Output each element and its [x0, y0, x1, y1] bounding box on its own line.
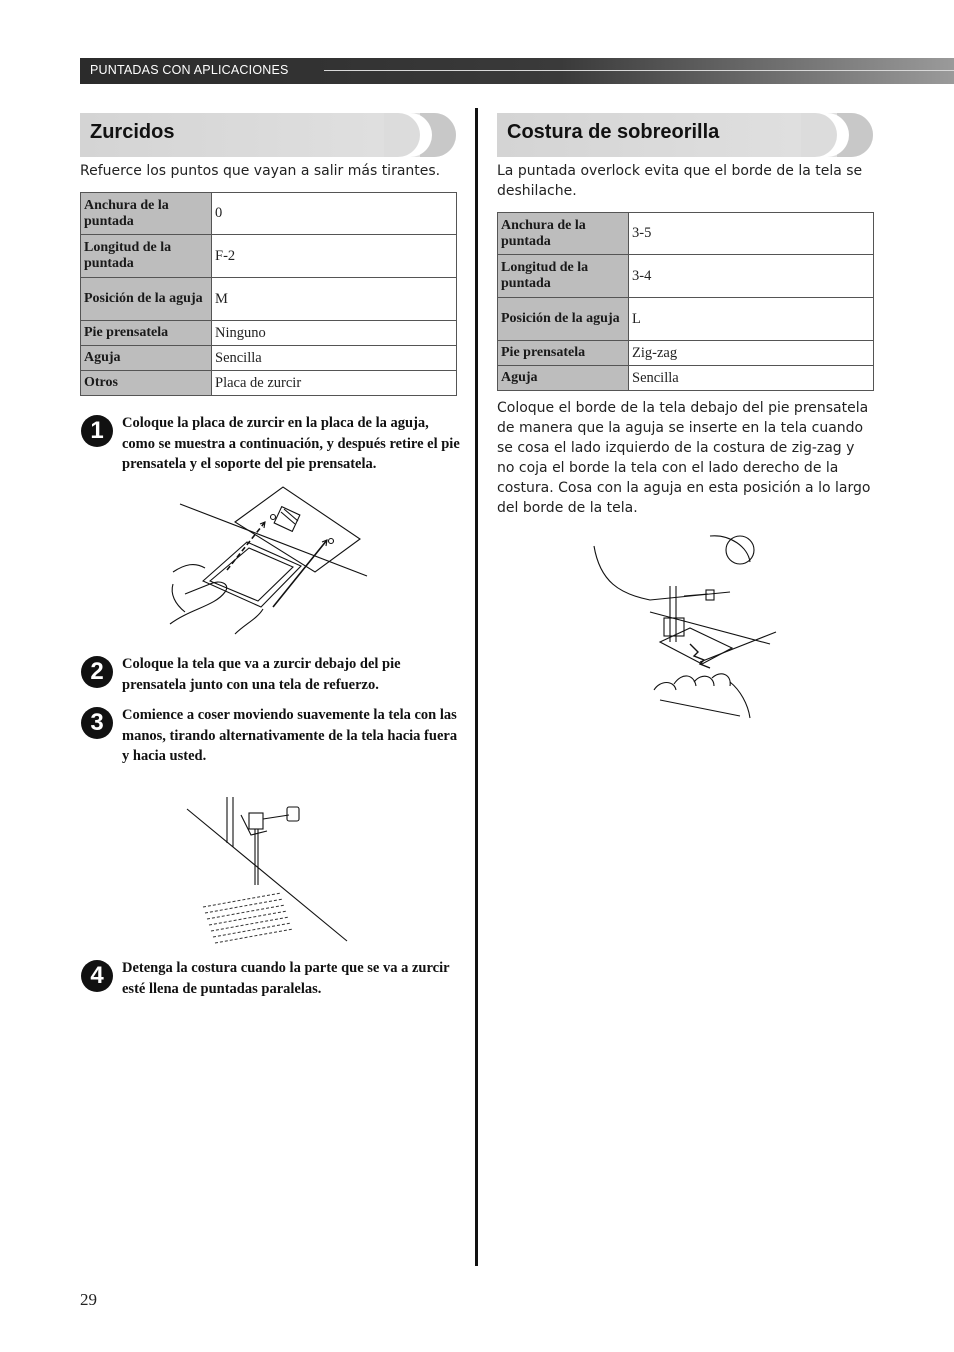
table-label: Pie prensatela [81, 321, 212, 346]
table-label: Longitud de la puntada [498, 255, 629, 298]
step-number: 3 [81, 707, 113, 739]
step-number: 2 [81, 656, 113, 688]
table-row [81, 193, 457, 235]
table-value: Sencilla [212, 346, 457, 371]
table-label: Aguja [498, 366, 629, 391]
table-row [498, 298, 874, 341]
table-label: Otros [81, 371, 212, 396]
table-value: Zig-zag [629, 341, 874, 366]
table-row [498, 366, 874, 391]
header-rule [324, 70, 954, 71]
intro-text: Refuerce los puntos que vayan a salir más tirantes. [80, 163, 441, 179]
table-label: Anchura de la puntada [498, 213, 629, 255]
table-label: Pie prensatela [498, 341, 629, 366]
table-label: Aguja [81, 346, 212, 371]
table-row [81, 321, 457, 346]
table-row [81, 278, 457, 321]
step-text: Detenga la costura cuando la parte que se va a zurcir esté llena de puntadas paralelas. [122, 960, 450, 997]
running-header [80, 58, 954, 84]
section-title: Zurcidos [90, 121, 175, 143]
table-row [498, 341, 874, 366]
column-divider [475, 108, 478, 1266]
running-header-title: PUNTADAS CON APLICACIONES [90, 63, 289, 77]
table-value: 3-4 [629, 255, 874, 298]
settings-table-sobreorilla [497, 212, 874, 391]
table-value: Ninguno [212, 321, 457, 346]
step-number: 1 [81, 415, 113, 447]
table-row [81, 371, 457, 396]
table-label: Posición de la aguja [498, 298, 629, 341]
intro-text: La puntada overlock evita que el borde de la tela se deshilache. [497, 163, 863, 199]
table-label: Anchura de la puntada [81, 193, 212, 235]
table-value: Placa de zurcir [212, 371, 457, 396]
table-value: Sencilla [629, 366, 874, 391]
table-value: 3-5 [629, 213, 874, 255]
settings-table-zurcidos [80, 192, 457, 396]
table-row [81, 235, 457, 278]
section-heading-sobreorilla [497, 113, 873, 157]
table-row [81, 346, 457, 371]
table-label: Longitud de la puntada [81, 235, 212, 278]
darning-plate-illustration [165, 484, 370, 642]
table-row [498, 213, 874, 255]
step-text: Comience a coser moviendo suavemente la tela con las manos, tirando alternativamente de la tela hacia fuera y hacia usted. [122, 707, 458, 764]
table-value: M [212, 278, 457, 321]
overlock-illustration [590, 532, 780, 722]
darning-stitch-illustration [185, 795, 353, 945]
step-text: Coloque la tela que va a zurcir debajo del pie prensatela junto con una tela de refuerzo. [122, 656, 401, 693]
table-value: 0 [212, 193, 457, 235]
table-value: F-2 [212, 235, 457, 278]
table-label: Posición de la aguja [81, 278, 212, 321]
step-text: Coloque la placa de zurcir en la placa de la aguja, como se muestra a continuación, y después retire el pie prensatela y el soporte del pie prensatela. [122, 415, 460, 472]
section-title: Costura de sobreorilla [507, 121, 720, 143]
table-row [498, 255, 874, 298]
step-number: 4 [81, 960, 113, 992]
body-text: Coloque el borde de la tela debajo del pie prensatela de manera que la aguja se inserte en la tela cuando se cosa el lado izquierdo de la costura de zig-zag y no coja el borde la tela con el lado derecho de la costura. Cosa con la aguja en esta posición a lo largo del borde de la tela. [497, 400, 871, 516]
page-number: 29 [80, 1290, 97, 1309]
section-heading-zurcidos [80, 113, 456, 157]
table-value: L [629, 298, 874, 341]
